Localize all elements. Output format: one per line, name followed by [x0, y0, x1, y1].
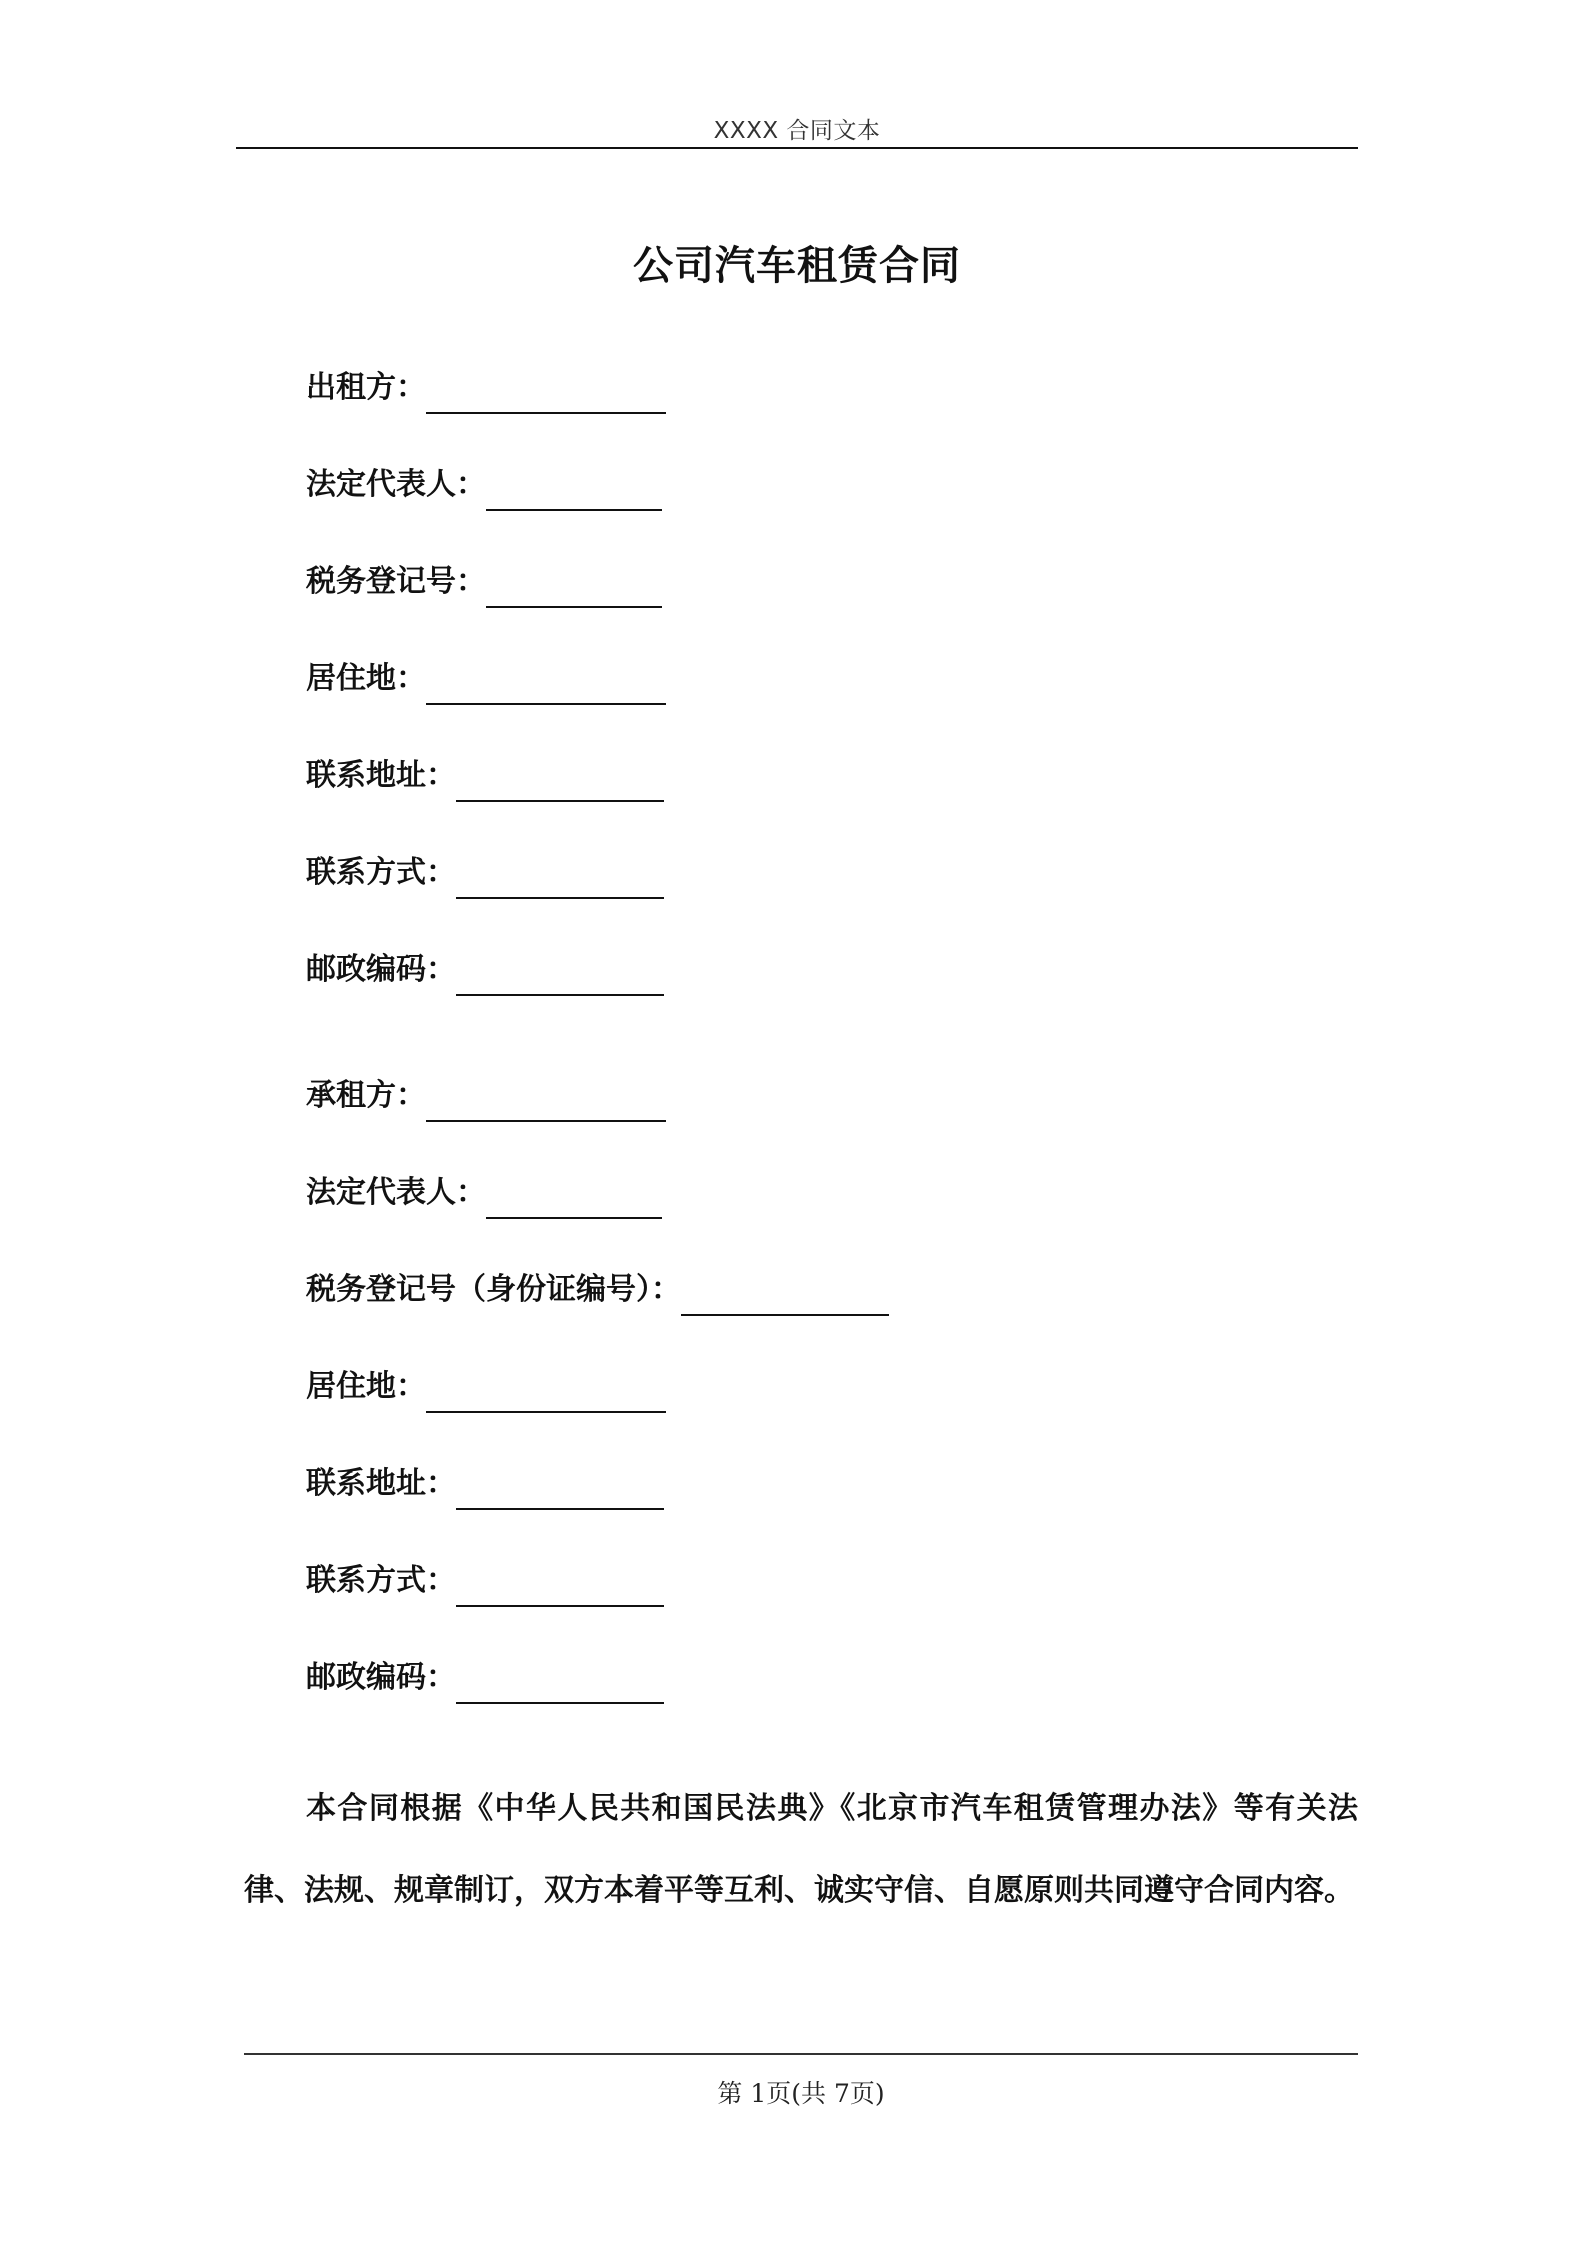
lessee-postal-label: 邮政编码：	[306, 1660, 456, 1695]
lessee-residence-blank[interactable]	[426, 1411, 666, 1413]
lessor-address-label: 联系地址：	[306, 758, 456, 793]
lessor-postal-label: 邮政编码：	[306, 952, 456, 987]
lessee-residence-field	[306, 1359, 666, 1407]
lessee-rep-field	[306, 1165, 662, 1213]
lessee-address-blank[interactable]	[456, 1508, 664, 1510]
lessee-rep-label: 法定代表人：	[306, 1175, 486, 1210]
lessee-postal-field	[306, 1650, 664, 1698]
lessor-tax-label: 税务登记号：	[306, 564, 486, 599]
lessor-postal-field	[306, 942, 664, 990]
lessor-rep-field	[306, 457, 662, 505]
lessee-contact-blank[interactable]	[456, 1605, 664, 1607]
lessee-tax-blank[interactable]	[681, 1314, 889, 1316]
lessee-rep-blank[interactable]	[486, 1217, 662, 1219]
lessor-contact-field	[306, 845, 664, 893]
page-number: 第 1页(共 7页)	[717, 2079, 885, 2108]
lessor-residence-blank[interactable]	[426, 703, 666, 705]
lessor-contact-label: 联系方式：	[306, 855, 456, 890]
lessor-address-blank[interactable]	[456, 800, 664, 802]
contract-basis-paragraph: 本合同根据《中华人民共和国民法典》《北京市汽车租赁管理办法》等有关法律、法规、规章制订，双方本着平等互利、诚实守信、自愿原则共同遵守合同内容。	[244, 1791, 1358, 1908]
lessor-name-field	[306, 360, 666, 408]
lessor-residence-label: 居住地：	[306, 661, 426, 696]
document-title: 公司汽车租赁合同	[633, 243, 961, 289]
lessor-address-field	[306, 748, 664, 796]
lessor-rep-blank[interactable]	[486, 509, 662, 511]
lessee-tax-field	[306, 1262, 889, 1310]
page-header: XXXX 合同文本	[713, 118, 881, 144]
lessee-address-field	[306, 1456, 664, 1504]
lessee-contact-field	[306, 1553, 664, 1601]
lessee-postal-blank[interactable]	[456, 1702, 664, 1704]
lessor-postal-blank[interactable]	[456, 994, 664, 996]
footer-divider	[244, 2053, 1358, 2055]
lessor-tax-field	[306, 554, 662, 602]
lessor-name-label: 出租方：	[306, 370, 426, 405]
lessor-contact-blank[interactable]	[456, 897, 664, 899]
lessee-name-field	[306, 1068, 666, 1116]
header-divider	[236, 147, 1358, 149]
lessee-contact-label: 联系方式：	[306, 1563, 456, 1598]
lessee-residence-label: 居住地：	[306, 1369, 426, 1404]
lessee-address-label: 联系地址：	[306, 1466, 456, 1501]
lessee-name-label: 承租方：	[306, 1078, 426, 1113]
lessor-rep-label: 法定代表人：	[306, 467, 486, 502]
lessor-tax-blank[interactable]	[486, 606, 662, 608]
lessee-name-blank[interactable]	[426, 1120, 666, 1122]
lessor-name-blank[interactable]	[426, 412, 666, 414]
lessee-tax-label: 税务登记号（身份证编号）：	[306, 1272, 681, 1307]
lessor-residence-field	[306, 651, 666, 699]
